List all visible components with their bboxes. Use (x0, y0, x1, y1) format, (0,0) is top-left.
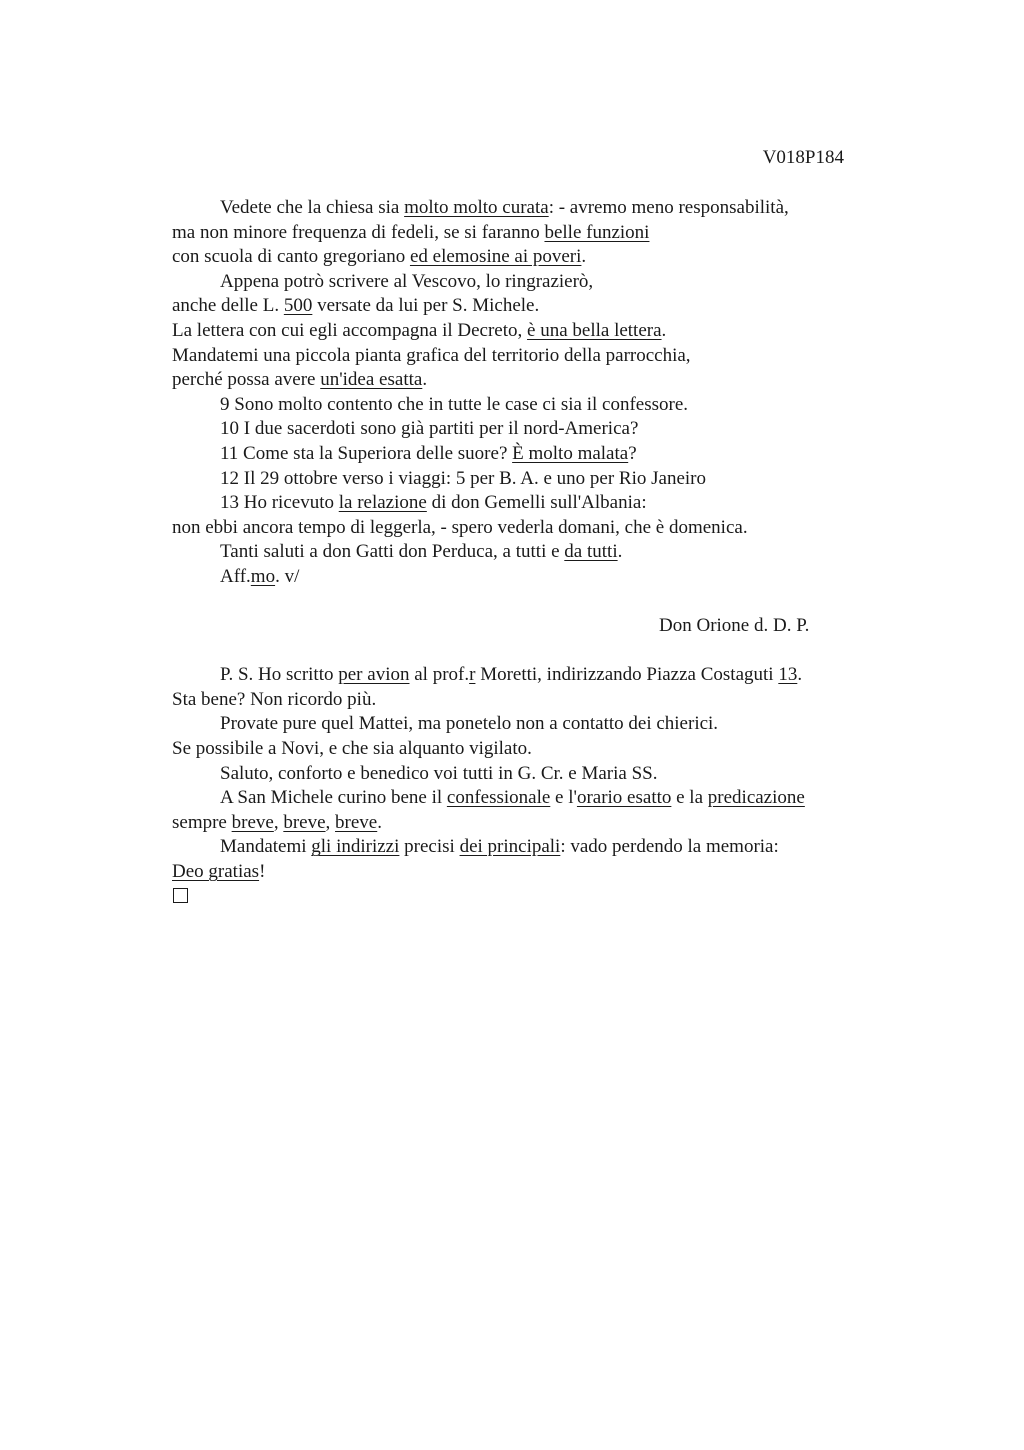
letter-line-10: 10 I due sacerdoti sono già partiti per il nord-America? (220, 418, 639, 440)
underlined-text: r (469, 664, 476, 686)
signature: Don Orione d. D. P. (659, 615, 810, 637)
underlined-text: breve (335, 811, 378, 833)
postscript-line-2: Sta bene? Non ricordo più. (172, 688, 377, 710)
letter-line-12: 12 Il 29 ottobre verso i viaggi: 5 per B. A. e uno per Rio Janeiro (220, 467, 706, 489)
underlined-text: È molto malata (512, 442, 629, 464)
postscript-line-5: Saluto, conforto e benedico voi tutti in G. Cr. e Maria SS. (220, 762, 658, 784)
underlined-text: orario esatto (576, 787, 672, 809)
postscript-line-4: Se possibile a Novi, e che sia alquanto vigilato. (172, 738, 532, 760)
letter-line-3: con scuola di canto gregoriano ed elemosine ai poveri. (172, 246, 587, 268)
postscript-line-1: P. S. Ho scritto per avion al prof.r Moretti, indirizzando Piazza Costaguti 13. (220, 664, 803, 686)
spacer (172, 639, 872, 664)
postscript-line-8: Mandatemi gli indirizzi precisi dei principali: vado perdendo la memoria: (220, 836, 779, 858)
underlined-text: 13 (778, 664, 798, 686)
underlined-text: mo (250, 565, 276, 587)
page-identifier: V018P184 (762, 147, 844, 168)
letter-line-8: perché possa avere un'idea esatta. (172, 369, 428, 391)
letter-body (172, 196, 872, 909)
underlined-text: molto molto curata (404, 197, 549, 218)
underlined-text: 500 (283, 295, 313, 317)
underlined-text: belle funzioni (544, 221, 650, 243)
square-box-icon (173, 888, 188, 903)
letter-line-15: Tanti saluti a don Gatti don Perduca, a tutti e da tutti. (220, 541, 623, 563)
postscript-line-7: sempre breve, breve, breve. (172, 811, 382, 833)
underlined-text: è una bella lettera (527, 319, 662, 341)
end-box-line (172, 885, 872, 910)
underlined-text: un'idea esatta (320, 369, 423, 391)
letter-line-6: La lettera con cui egli accompagna il Decreto, è una bella lettera. (172, 319, 667, 341)
underlined-text: breve (283, 811, 326, 833)
letter-line-5: anche delle L. 500 versate da lui per S. Michele. (172, 295, 540, 317)
underlined-text: predicazione (707, 787, 805, 809)
underlined-text: dei principali (459, 836, 561, 858)
postscript-line-3: Provate pure quel Mattei, ma ponetelo non a contatto dei chierici. (220, 713, 719, 735)
letter-line-7: Mandatemi una piccola pianta grafica del territorio della parrocchia, (172, 344, 691, 366)
underlined-text: per avion (338, 664, 410, 686)
underlined-text: confessionale (446, 787, 551, 809)
underlined-text: breve (231, 811, 274, 833)
postscript-line-6: A San Michele curino bene il confessionale e l'orario esatto e la predicazione (220, 787, 805, 809)
letter-line-16: Aff.mo. v/ (220, 565, 300, 587)
underlined-text: ed elemosine ai poveri (409, 246, 582, 268)
underlined-text: Deo gratias (172, 861, 260, 883)
postscript-line-9: Deo gratias! (172, 861, 266, 883)
underlined-text: gli indirizzi (311, 836, 400, 858)
letter-line-11: 11 Come sta la Superiora delle suore? È molto malata? (220, 442, 637, 464)
spacer (172, 590, 872, 615)
letter-line-1: Vedete che la chiesa sia molto molto curata: - avremo meno responsabilità, (220, 197, 789, 218)
letter-line-9: 9 Sono molto contento che in tutte le case ci sia il confessore. (220, 393, 689, 415)
letter-line-4: Appena potrò scrivere al Vescovo, lo ringrazierò, (220, 270, 594, 292)
underlined-text: la relazione (338, 492, 427, 514)
letter-line-14: non ebbi ancora tempo di leggerla, - spero vederla domani, che è domenica. (172, 516, 748, 538)
letter-line-2: ma non minore frequenza di fedeli, se si faranno belle funzioni (172, 221, 650, 243)
letter-line-13: 13 Ho ricevuto la relazione di don Gemelli sull'Albania: (220, 492, 647, 514)
underlined-text: da tutti (564, 541, 618, 563)
